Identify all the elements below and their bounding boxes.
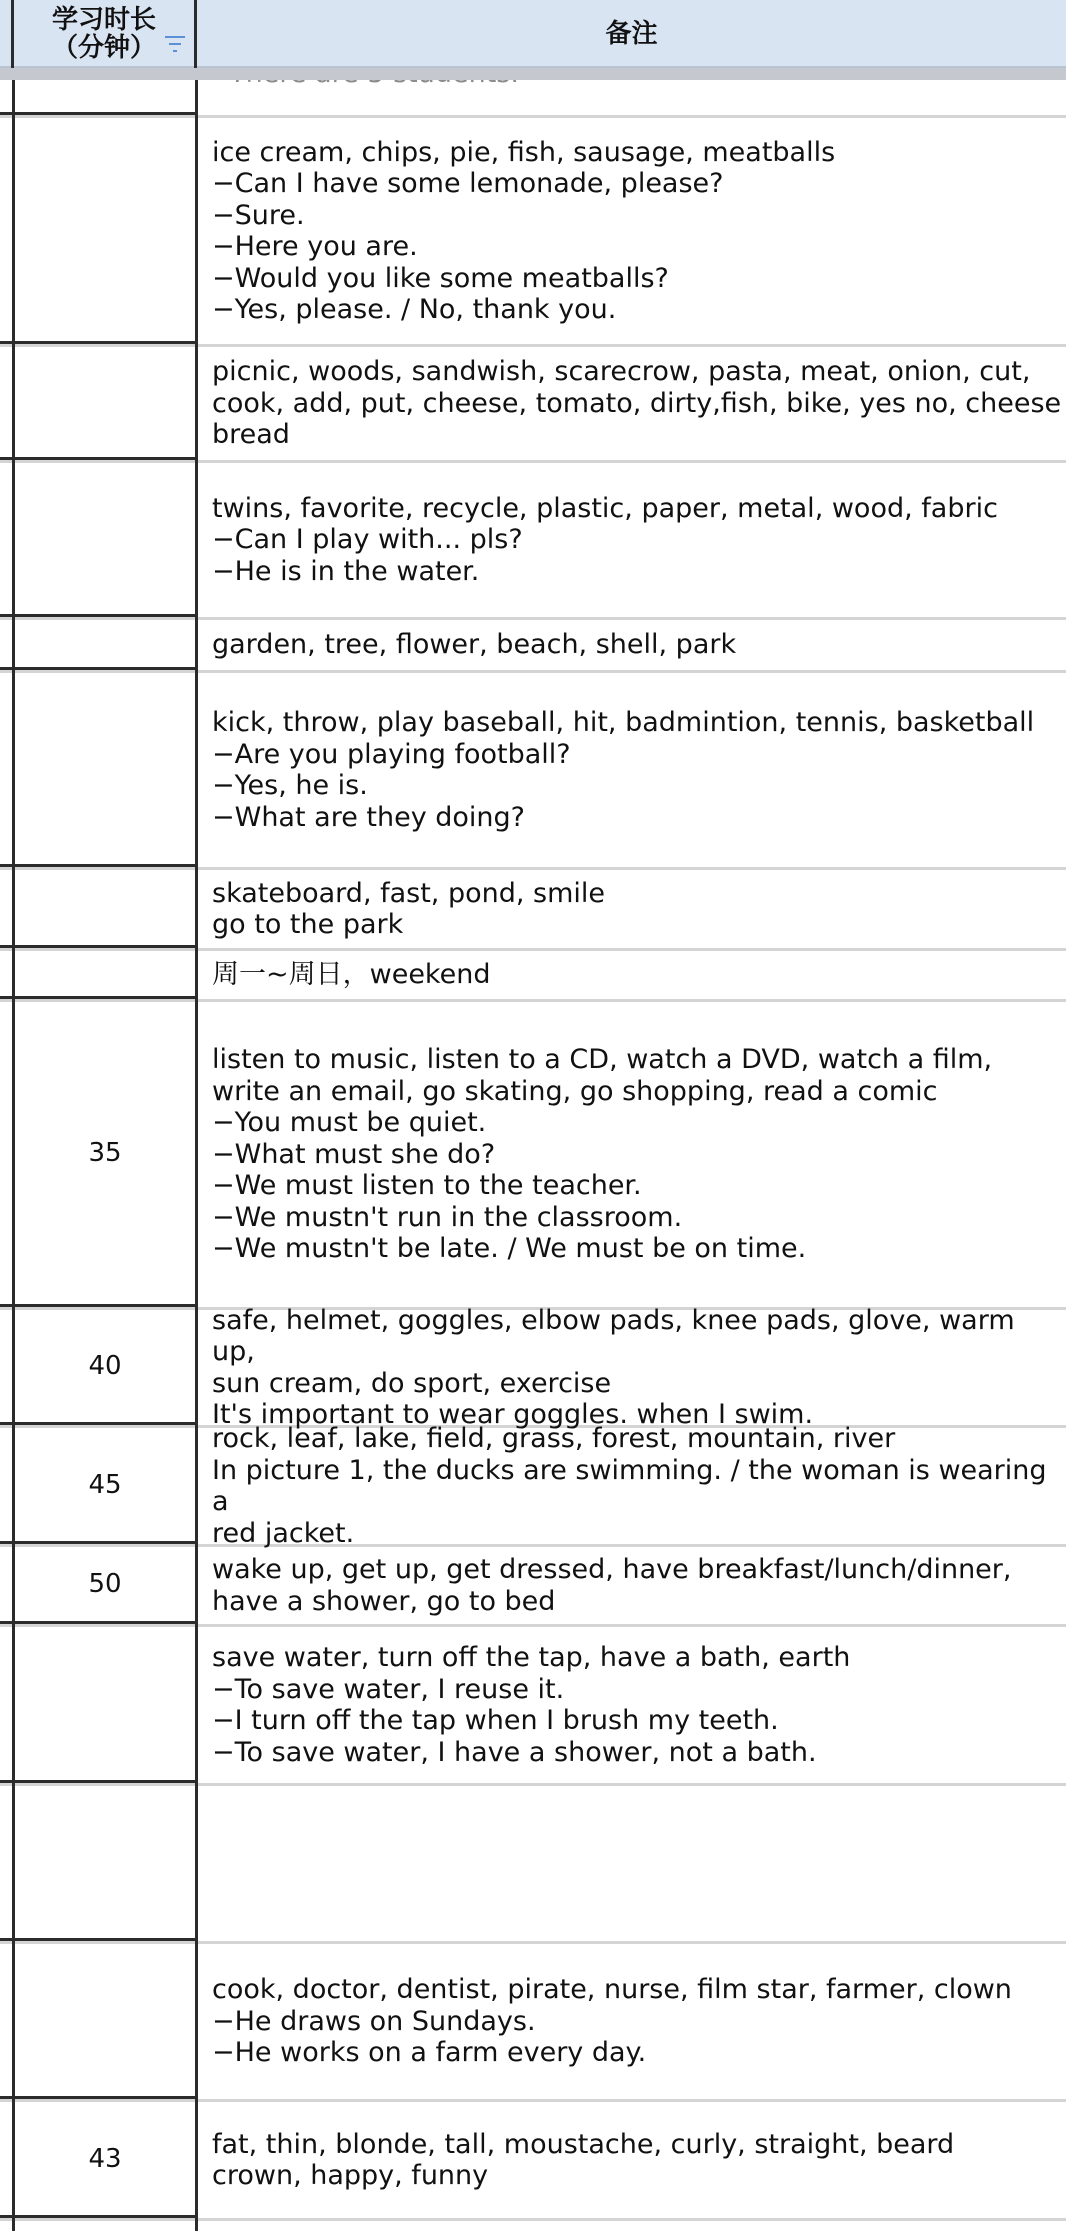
duration-cell[interactable] <box>15 463 195 617</box>
duration-cell[interactable] <box>15 1627 195 1783</box>
table-row[interactable] <box>0 2102 1066 2221</box>
row-leading-cell[interactable] <box>0 620 12 670</box>
notes-text: twins, favorite, recycle, plastic, paper, metal, wood, fabric −Can I play with... pls? −He is in the water. <box>212 492 998 587</box>
notes-cell[interactable] <box>212 1627 1066 1783</box>
duration-cell[interactable]: 45 <box>15 1428 195 1544</box>
notes-text: ice cream, chips, pie, fish, sausage, meatballs −Can I have some lemonade, please? −Sure. −Here you are. −Would you like some meatballs? −Yes, please. / No, thank you. <box>212 136 836 325</box>
duration-cell[interactable] <box>15 347 195 460</box>
duration-cell[interactable]: 43 <box>15 2102 195 2218</box>
column-header-notes[interactable] <box>197 0 1066 68</box>
filter-icon[interactable] <box>164 34 186 54</box>
notes-text: rock, leaf, lake, field, grass, forest, mountain, river In picture 1, the ducks are swimming. / the woman is wearing a red jacket. <box>212 1423 1047 1549</box>
notes-text: 周一~周日，weekend <box>212 959 491 991</box>
duration-cell[interactable]: 50 <box>15 1547 195 1624</box>
notes-text: picnic, woods, sandwish, scarecrow, pasta, meat, onion, cut, cook, add, put, cheese, tomato, dirty,fish, bike, yes no, cheese bread <box>212 356 1062 451</box>
duration-cell[interactable] <box>15 951 195 999</box>
row-leading-cell[interactable] <box>0 1547 12 1624</box>
notes-cell[interactable] <box>212 80 1066 115</box>
notes-cell[interactable] <box>212 951 1066 999</box>
duration-cell[interactable]: 35 <box>15 1002 195 1307</box>
duration-cell[interactable] <box>15 870 195 948</box>
table-row[interactable] <box>0 673 1066 870</box>
duration-cell[interactable] <box>15 1786 195 1941</box>
table-row[interactable] <box>0 870 1066 951</box>
duration-cell[interactable] <box>15 118 195 344</box>
notes-text: fat, thin, blonde, tall, moustache, curly, straight, beard crown, happy, funny <box>212 2128 955 2191</box>
notes-cell[interactable] <box>212 2102 1066 2218</box>
duration-cell[interactable] <box>15 2221 195 2231</box>
notes-cell[interactable] <box>212 1423 1066 1549</box>
notes-cell[interactable] <box>212 2221 1066 2231</box>
table-row[interactable] <box>0 118 1066 347</box>
filter-icon-graphic <box>164 34 186 54</box>
row-leading-cell[interactable] <box>0 118 12 344</box>
notes-cell[interactable] <box>212 463 1066 617</box>
table-row[interactable] <box>0 1304 1066 1430</box>
notes-text: save water, turn off the tap, have a bath, earth −To save water, I reuse it. −I turn off the tap when I brush my teeth. −To save water, I have a shower, not a bath. <box>212 1642 851 1768</box>
notes-cell[interactable] <box>212 620 1066 670</box>
row-leading-cell[interactable] <box>0 951 12 999</box>
row-leading-cell[interactable] <box>0 1428 12 1544</box>
row-leading-cell[interactable] <box>0 673 12 867</box>
notes-cell[interactable] <box>212 870 1066 948</box>
duration-cell[interactable] <box>15 620 195 670</box>
row-leading-cell[interactable] <box>0 2221 12 2231</box>
row-leading-cell[interactable] <box>0 80 12 115</box>
duration-cell[interactable]: 40 <box>15 1310 195 1425</box>
notes-cell[interactable] <box>212 347 1066 460</box>
table-row[interactable] <box>0 1547 1066 1627</box>
duration-cell[interactable] <box>15 673 195 867</box>
duration-cell[interactable] <box>15 80 195 115</box>
column-header-notes-label: 备注 <box>605 19 658 49</box>
notes-cell[interactable] <box>212 673 1066 867</box>
notes-text: safe, helmet, goggles, elbow pads, knee pads, glove, warm up, sun cream, do sport, exercise It's important to wear goggles. when I swim. <box>212 1304 1015 1430</box>
row-leading-cell[interactable] <box>0 1786 12 1941</box>
notes-text: kick, throw, play baseball, hit, badmintion, tennis, basketball −Are you playing football? −Yes, he is. −What are they doing? <box>212 707 1035 833</box>
table-body <box>0 80 1066 2231</box>
table-row[interactable] <box>0 1944 1066 2102</box>
row-leading-cell[interactable] <box>0 2102 12 2218</box>
notes-cell[interactable] <box>212 1304 1066 1430</box>
table-row[interactable] <box>0 1627 1066 1786</box>
row-leading-cell[interactable] <box>0 1002 12 1307</box>
notes-text: cook, doctor, dentist, pirate, nurse, film star, farmer, clown −He draws on Sundays. −He works on a farm every day. <box>212 1974 1012 2069</box>
column-header-duration[interactable] <box>14 0 197 68</box>
notes-cell[interactable] <box>212 1002 1066 1307</box>
notes-text: wake up, get up, get dressed, have breakfast/lunch/dinner, have a shower, go to bed <box>212 1554 1012 1617</box>
table-row[interactable] <box>0 620 1066 673</box>
table-row[interactable] <box>0 463 1066 620</box>
notes-cell[interactable] <box>212 1944 1066 2099</box>
table-row[interactable] <box>0 80 1066 118</box>
duration-cell[interactable] <box>15 1944 195 2099</box>
column-border <box>195 80 198 2231</box>
frozen-pane-divider[interactable] <box>0 68 1066 80</box>
table-row[interactable] <box>0 1002 1066 1310</box>
table-row[interactable] <box>0 1423 1066 1549</box>
row-leading-cell[interactable] <box>0 347 12 460</box>
table-row[interactable] <box>0 1786 1066 1944</box>
column-header-row <box>0 0 1066 68</box>
notes-cell[interactable] <box>212 1547 1066 1624</box>
row-leading-cell[interactable] <box>0 1310 12 1425</box>
notes-text: listen to music, listen to a CD, watch a DVD, watch a film, write an email, go skating, go shopping, read a comic −You must be quiet. −What must she do? −We must listen to the teacher. −We mustn't run in the classroom. −We mustn't be late. / We must be on time. <box>212 1044 993 1265</box>
notes-cell[interactable] <box>212 1786 1066 1941</box>
notes-text: skateboard, fast, pond, smile go to the park <box>212 877 606 940</box>
row-leading-cell[interactable] <box>0 463 12 617</box>
table-row[interactable] <box>0 2221 1066 2231</box>
notes-cell[interactable] <box>212 118 1066 344</box>
notes-text: garden, tree, flower, beach, shell, park <box>212 629 737 661</box>
table-row[interactable] <box>0 347 1066 463</box>
table-row[interactable] <box>0 951 1066 1002</box>
column-border <box>12 80 15 2231</box>
row-leading-cell[interactable] <box>0 1627 12 1783</box>
column-header-leading[interactable] <box>0 0 14 68</box>
row-leading-cell[interactable] <box>0 1944 12 2099</box>
column-header-duration-label: 学习时长 （分钟） <box>51 5 156 63</box>
row-leading-cell[interactable] <box>0 870 12 948</box>
